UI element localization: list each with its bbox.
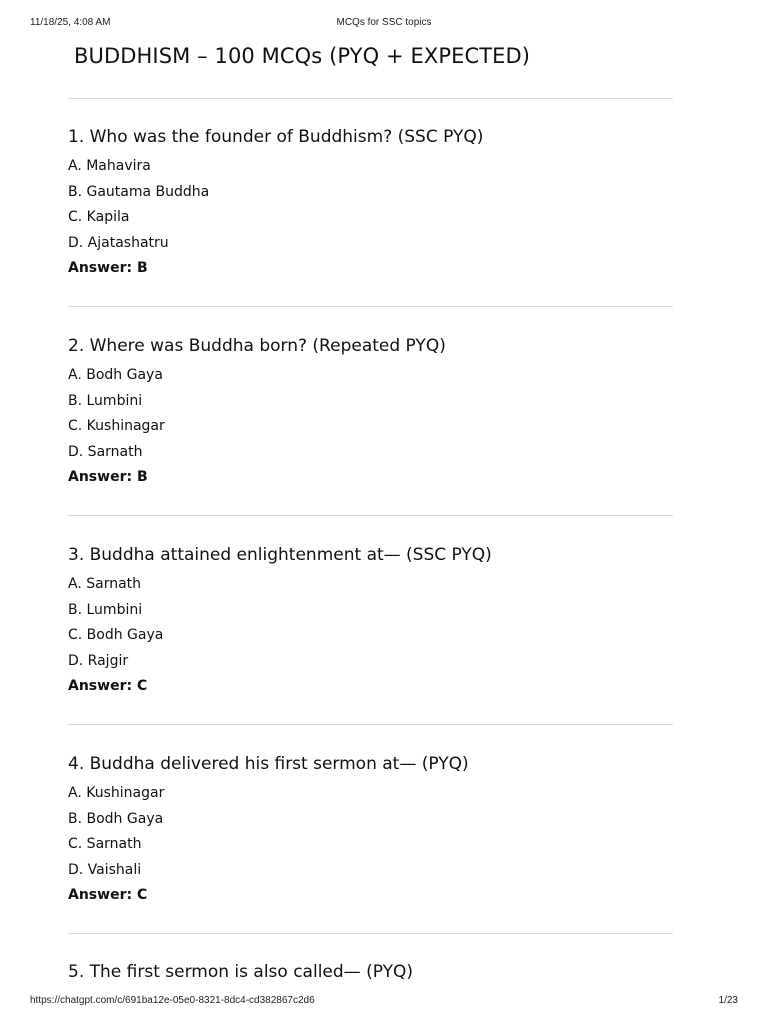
option-c: C. Kapila xyxy=(68,209,130,225)
option-d: D. Sarnath xyxy=(68,443,143,460)
option-a: A. Sarnath xyxy=(68,576,142,592)
question-title: 5. The first sermon is also called— (PYQ) xyxy=(68,962,413,982)
question-4 xyxy=(68,753,688,905)
page-url: https://chatgpt.com/c/691ba12e-05e0-8321-8dc4-cd382867c2d6 xyxy=(30,995,315,1006)
option-a: A. Mahavira xyxy=(68,158,151,174)
divider xyxy=(68,98,673,99)
option-b: B. Lumbini xyxy=(68,392,143,409)
question-2 xyxy=(68,335,688,487)
option-a: A. Bodh Gaya xyxy=(68,367,163,383)
divider xyxy=(68,306,673,307)
option-c: C. Sarnath xyxy=(68,836,142,852)
option-d: D. Vaishali xyxy=(68,861,142,878)
option-d: D. Rajgir xyxy=(68,652,129,669)
option-c: C. Kushinagar xyxy=(68,418,165,434)
option-c: C. Bodh Gaya xyxy=(68,627,164,643)
option-b: B. Bodh Gaya xyxy=(68,810,164,827)
option-d: D. Ajatashatru xyxy=(68,234,169,251)
print-page-title: MCQs for SSC topics xyxy=(336,17,432,28)
answer: Answer: B xyxy=(68,260,148,276)
question-title: 3. Buddha attained enlightenment at— (SSC PYQ) xyxy=(68,545,492,565)
question-1 xyxy=(68,126,688,278)
answer: Answer: C xyxy=(68,887,148,903)
answer: Answer: C xyxy=(68,678,148,694)
divider xyxy=(68,515,673,516)
page-number: 1/23 xyxy=(718,995,738,1006)
print-header xyxy=(0,17,768,31)
question-title: 1. Who was the founder of Buddhism? (SSC PYQ) xyxy=(68,127,484,147)
option-b: B. Lumbini xyxy=(68,601,143,618)
option-b: B. Gautama Buddha xyxy=(68,183,210,200)
question-title: 2. Where was Buddha born? (Repeated PYQ) xyxy=(68,336,446,356)
divider xyxy=(68,724,673,725)
option-a: A. Kushinagar xyxy=(68,785,165,801)
question-3 xyxy=(68,544,688,696)
answer: Answer: B xyxy=(68,469,148,485)
print-datetime: 11/18/25, 4:08 AM xyxy=(30,17,111,28)
divider xyxy=(68,933,673,934)
question-5 xyxy=(68,961,688,991)
question-title: 4. Buddha delivered his first sermon at— (PYQ) xyxy=(68,754,469,774)
print-footer xyxy=(0,995,768,1009)
document-title: BUDDHISM – 100 MCQs (PYQ + EXPECTED) xyxy=(74,44,531,68)
